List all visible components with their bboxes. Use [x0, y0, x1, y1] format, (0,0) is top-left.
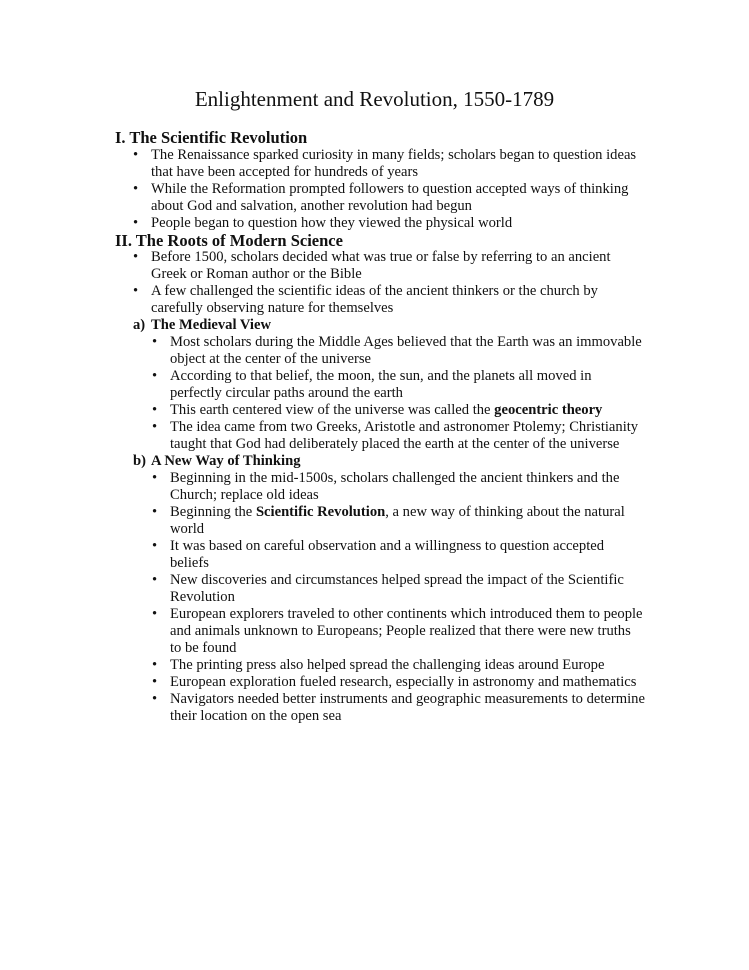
list-item: • Navigators needed better instruments and geographic measurements to determine their location on the open sea	[152, 691, 645, 724]
list-item: • Before 1500, scholars decided what was true or false by referring to an ancient Greek or Roman author or the Bible	[133, 249, 611, 282]
subsection-letter: b)	[133, 453, 146, 469]
bold-term: Scientific Revolution	[255, 504, 386, 520]
list-item: • The printing press also helped spread the challenging ideas around Europe	[152, 657, 605, 673]
bullet-list	[115, 147, 645, 232]
bullet-icon: •	[152, 691, 158, 707]
list-item: • According to that belief, the moon, the sun, and the planets all moved in perfectly circular paths around the earth	[152, 368, 592, 401]
bullet-icon: •	[152, 402, 158, 418]
bullet-list	[115, 249, 645, 317]
document-body	[115, 128, 645, 725]
list-item: • The Renaissance sparked curiosity in many fields; scholars began to question ideas that have been accepted for hundreds of years	[133, 147, 637, 180]
bullet-list	[151, 334, 645, 453]
bold-term: geocentric theory	[494, 402, 603, 418]
bullet-icon: •	[133, 249, 139, 265]
subsection-heading: The Medieval View	[151, 317, 271, 333]
bullet-icon: •	[152, 572, 158, 588]
bullet-icon: •	[133, 283, 139, 299]
subsection-heading: A New Way of Thinking	[151, 453, 301, 469]
list-item: • Beginning the Scientific Revolution, a new way of thinking about the natural world	[152, 504, 625, 537]
document-title: Enlightenment and Revolution, 1550-1789	[194, 87, 555, 111]
bullet-icon: •	[152, 657, 158, 673]
subsection-new-way-of-thinking	[115, 453, 645, 725]
bullet-icon: •	[133, 147, 139, 163]
section-heading-scientific-revolution: I. The Scientific Revolution	[115, 128, 308, 147]
list-item: • European explorers traveled to other continents which introduced them to people and animals unknown to Europeans; People realized that there were new truths to be found	[152, 606, 643, 656]
list-item: • New discoveries and circumstances helped spread the impact of the Scientific Revolution	[152, 572, 624, 605]
list-item: • While the Reformation prompted followers to question accepted ways of thinking about God and salvation, another revolution had begun	[133, 181, 629, 214]
list-item: • The idea came from two Greeks, Aristotle and astronomer Ptolemy; Christianity taught that God had deliberately placed the earth at the center of the universe	[152, 419, 639, 452]
list-item: • European exploration fueled research, especially in astronomy and mathematics	[152, 674, 637, 690]
bullet-icon: •	[152, 368, 158, 384]
bullet-icon: •	[152, 470, 158, 486]
list-item: • Most scholars during the Middle Ages believed that the Earth was an immovable object at the center of the universe	[152, 334, 642, 367]
bullet-icon: •	[152, 419, 158, 435]
list-item: • It was based on careful observation and a willingness to question accepted beliefs	[152, 538, 605, 571]
bullet-icon: •	[152, 538, 158, 554]
bullet-icon: •	[133, 215, 139, 231]
subsection-medieval-view	[115, 317, 645, 453]
bullet-icon: •	[152, 606, 158, 622]
bullet-icon: •	[152, 674, 158, 690]
list-item: • People began to question how they viewed the physical world	[133, 215, 513, 231]
subsection-letter: a)	[133, 317, 146, 333]
bullet-icon: •	[152, 504, 158, 520]
list-item: • Beginning in the mid-1500s, scholars challenged the ancient thinkers and the Church; replace old ideas	[152, 470, 620, 503]
section-heading-roots-of-modern-science: II. The Roots of Modern Science	[115, 231, 343, 250]
bullet-icon: •	[152, 334, 158, 350]
list-item: • This earth centered view of the universe was called the geocentric theory	[152, 402, 603, 418]
bullet-list	[151, 470, 645, 725]
bullet-icon: •	[133, 181, 139, 197]
list-item: • A few challenged the scientific ideas of the ancient thinkers or the church by carefully observing nature for themselves	[133, 283, 598, 316]
